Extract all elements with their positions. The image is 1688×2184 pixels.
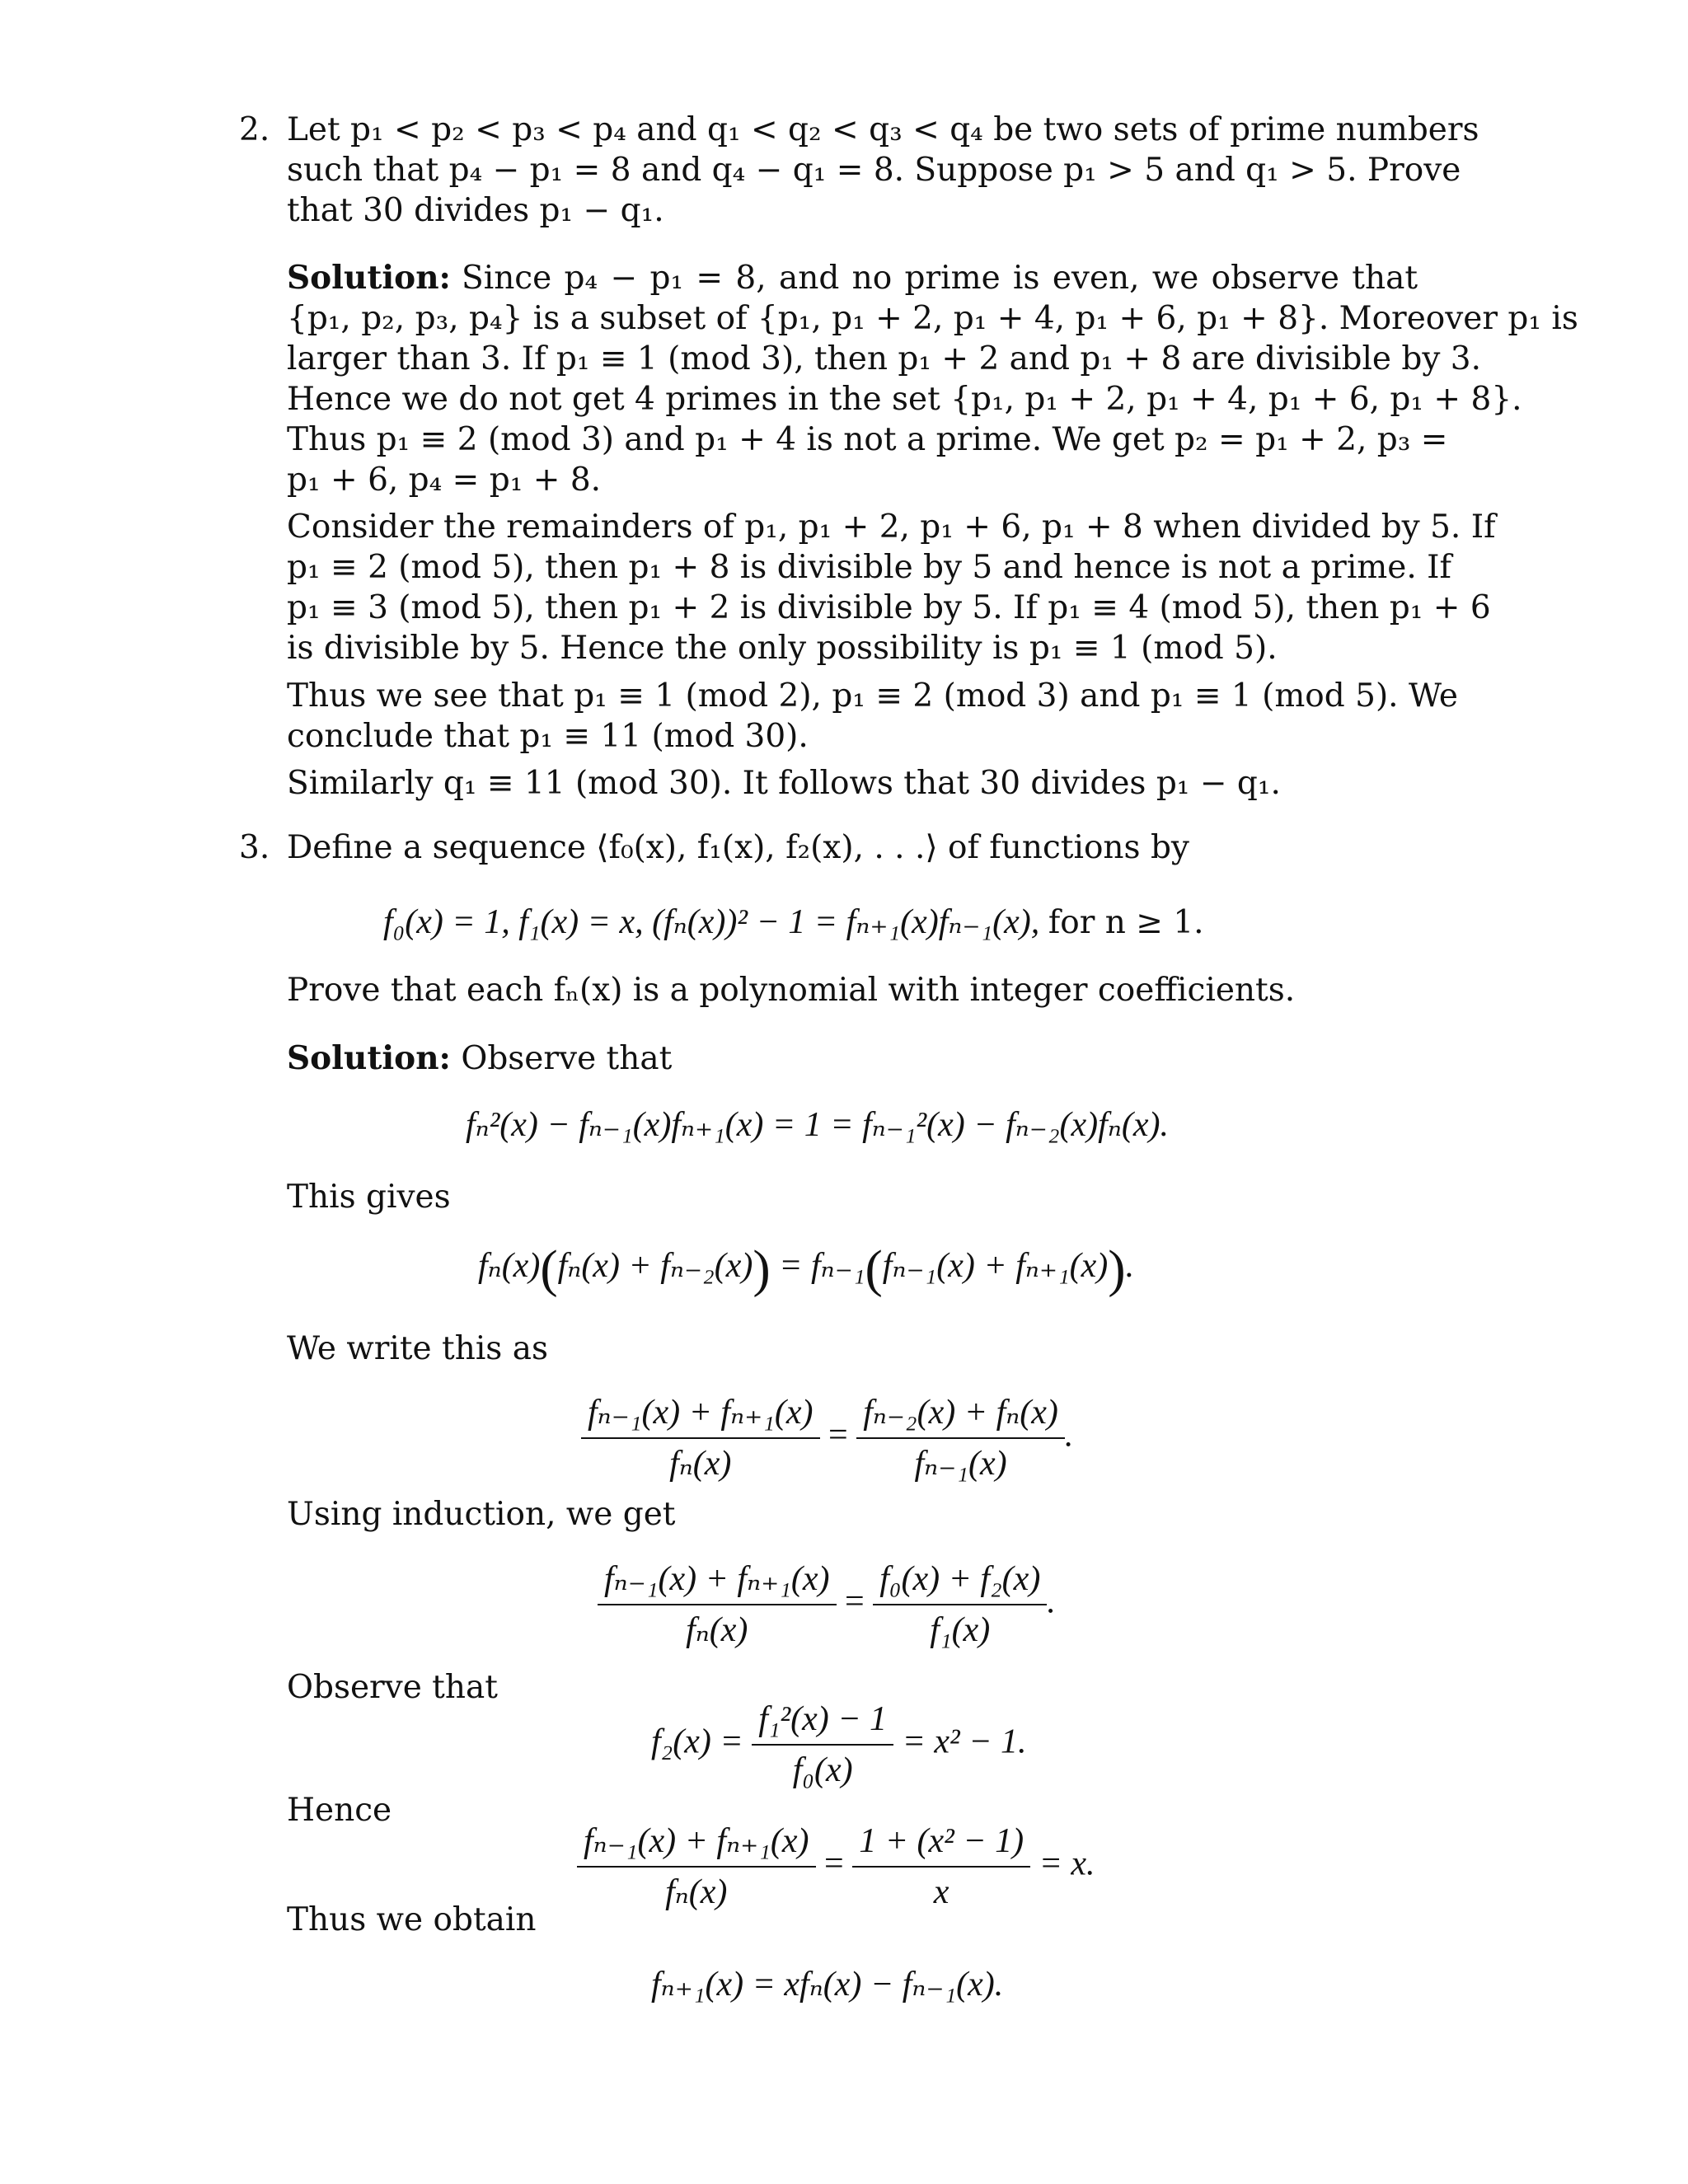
equation-2: fₙ(x)(fₙ(x) + fₙ₋₂(x)) = fₙ₋₁(fₙ₋₁(x) + fₙ₊₁(x)). <box>478 1239 1135 1298</box>
solution-2-line-5: Thus p₁ ≡ 2 (mod 3) and p₁ + 4 is not a prime. We get p₂ = p₁ + 2, p₃ = <box>287 421 1448 458</box>
fraction: $\frac{\text{fₙ₋₁(x) + fₙ₊₁(x)}}{\text{fₙ(x)}}$ <box>598 1558 837 1652</box>
solution-2-line-2: {p₁, p₂, p₃, p₄} is a subset of {p₁, p₁ + 2, p₁ + 4, p₁ + 6, p₁ + 8}. Moreover p₁ is <box>287 300 1578 337</box>
equation-5: f₂(x) = $\frac{\text{f₁²(x) − 1}}{\text{f₀(x)}}$ = x² − 1. <box>651 1698 1026 1792</box>
problem-2-line-3: that 30 divides p₁ − q₁. <box>287 192 664 229</box>
equation-6: $\frac{\text{fₙ₋₁(x) + fₙ₊₁(x)}}{\text{fₙ(x)}}$ = $\frac{\text{1 + (x² − 1)}}{x}$ = x. <box>577 1820 1095 1914</box>
fraction: $\frac{\text{fₙ₋₁(x) + fₙ₊₁(x)}}{\text{fₙ(x)}}$ <box>577 1820 816 1914</box>
solution-2-line-10: is divisible by 5. Hence the only possibility is p₁ ≡ 1 (mod 5). <box>287 630 1278 667</box>
fraction: $\frac{\text{f₀(x) + f₂(x)}}{\text{f₁(x)}}$ <box>873 1558 1047 1652</box>
solution-2-label: Solution: <box>287 259 451 297</box>
solution-2-line-4: Hence we do not get 4 primes in the set {p₁, p₁ + 2, p₁ + 4, p₁ + 6, p₁ + 8}. <box>287 381 1522 418</box>
definition-equation: f₀(x) = 1, f₁(x) = x, (fₙ(x))² − 1 = fₙ₊₁(x)fₙ₋₁(x), for n ≥ 1. <box>383 903 1204 941</box>
text-thus-we-obtain: Thus we obtain <box>287 1901 537 1938</box>
solution-2-line-11: Thus we see that p₁ ≡ 1 (mod 2), p₁ ≡ 2 (mod 3) and p₁ ≡ 1 (mod 5). We <box>287 677 1458 715</box>
fraction: $\frac{\text{f₁²(x) − 1}}{\text{f₀(x)}}$ <box>752 1698 893 1792</box>
solution-2-line-12: conclude that p₁ ≡ 11 (mod 30). <box>287 718 809 755</box>
solution-2-line-6: p₁ + 6, p₄ = p₁ + 8. <box>287 462 602 499</box>
equation-4: $\frac{\text{fₙ₋₁(x) + fₙ₊₁(x)}}{\text{fₙ(x)}}$ = $\frac{\text{f₀(x) + f₂(x)}}{\text{f₁(x)}}$ . <box>598 1558 1056 1652</box>
equation-1: fₙ²(x) − fₙ₋₁(x)fₙ₊₁(x) = 1 = fₙ₋₁²(x) − fₙ₋₂(x)fₙ(x). <box>466 1106 1169 1144</box>
solution-3-intro: Solution: Observe that <box>287 1039 673 1077</box>
problem-2-number: 2. <box>239 111 270 148</box>
problem-3-number: 3. <box>239 829 270 866</box>
solution-2-line-9: p₁ ≡ 3 (mod 5), then p₁ + 2 is divisible by 5. If p₁ ≡ 4 (mod 5), then p₁ + 6 <box>287 589 1491 626</box>
text-observe-that: Observe that <box>287 1669 498 1706</box>
fraction: $\frac{\text{1 + (x² − 1)}}{x}$ <box>852 1820 1030 1914</box>
problem-2-line-2: such that p₄ − p₁ = 8 and q₄ − q₁ = 8. Suppose p₁ > 5 and q₁ > 5. Prove <box>287 152 1461 189</box>
problem-3-line-1: Define a sequence ⟨f₀(x), f₁(x), f₂(x), . . .⟩ of functions by <box>287 829 1189 866</box>
text-we-write: We write this as <box>287 1330 548 1367</box>
text-using-induction: Using induction, we get <box>287 1496 676 1533</box>
problem-3-line-2: Prove that each fₙ(x) is a polynomial with integer coefficients. <box>287 972 1296 1009</box>
text-hence: Hence <box>287 1792 392 1829</box>
solution-2-line-1: Since p₄ − p₁ = 8, and no prime is even, we observe that <box>462 260 1418 297</box>
final-recurrence-equation: fₙ₊₁(x) = xfₙ(x) − fₙ₋₁(x). <box>651 1966 1004 2004</box>
solution-2-line-7: Consider the remainders of p₁, p₁ + 2, p₁ + 6, p₁ + 8 when divided by 5. If <box>287 509 1496 546</box>
problem-2-line-1: Let p₁ < p₂ < p₃ < p₄ and q₁ < q₂ < q₃ < q₄ be two sets of prime numbers <box>287 111 1479 148</box>
solution-2-line-13: Similarly q₁ ≡ 11 (mod 30). It follows that 30 divides p₁ − q₁. <box>287 765 1281 802</box>
equation-3: $\frac{\text{fₙ₋₁(x) + fₙ₊₁(x)}}{\text{fₙ(x)}}$ = $\frac{\text{fₙ₋₂(x) + fₙ(x)}}{\text{fₙ₋₁(x)}}$ . <box>581 1391 1073 1485</box>
fraction: $\frac{\text{fₙ₋₁(x) + fₙ₊₁(x)}}{\text{fₙ(x)}}$ <box>581 1391 820 1485</box>
text-this-gives: This gives <box>287 1179 451 1216</box>
solution-2-line-3: larger than 3. If p₁ ≡ 1 (mod 3), then p₁ + 2 and p₁ + 8 are divisible by 3. <box>287 340 1481 377</box>
solution-2-line-8: p₁ ≡ 2 (mod 5), then p₁ + 8 is divisible by 5 and hence is not a prime. If <box>287 549 1451 586</box>
fraction: $\frac{\text{fₙ₋₂(x) + fₙ(x)}}{\text{fₙ₋₁(x)}}$ <box>856 1391 1065 1485</box>
